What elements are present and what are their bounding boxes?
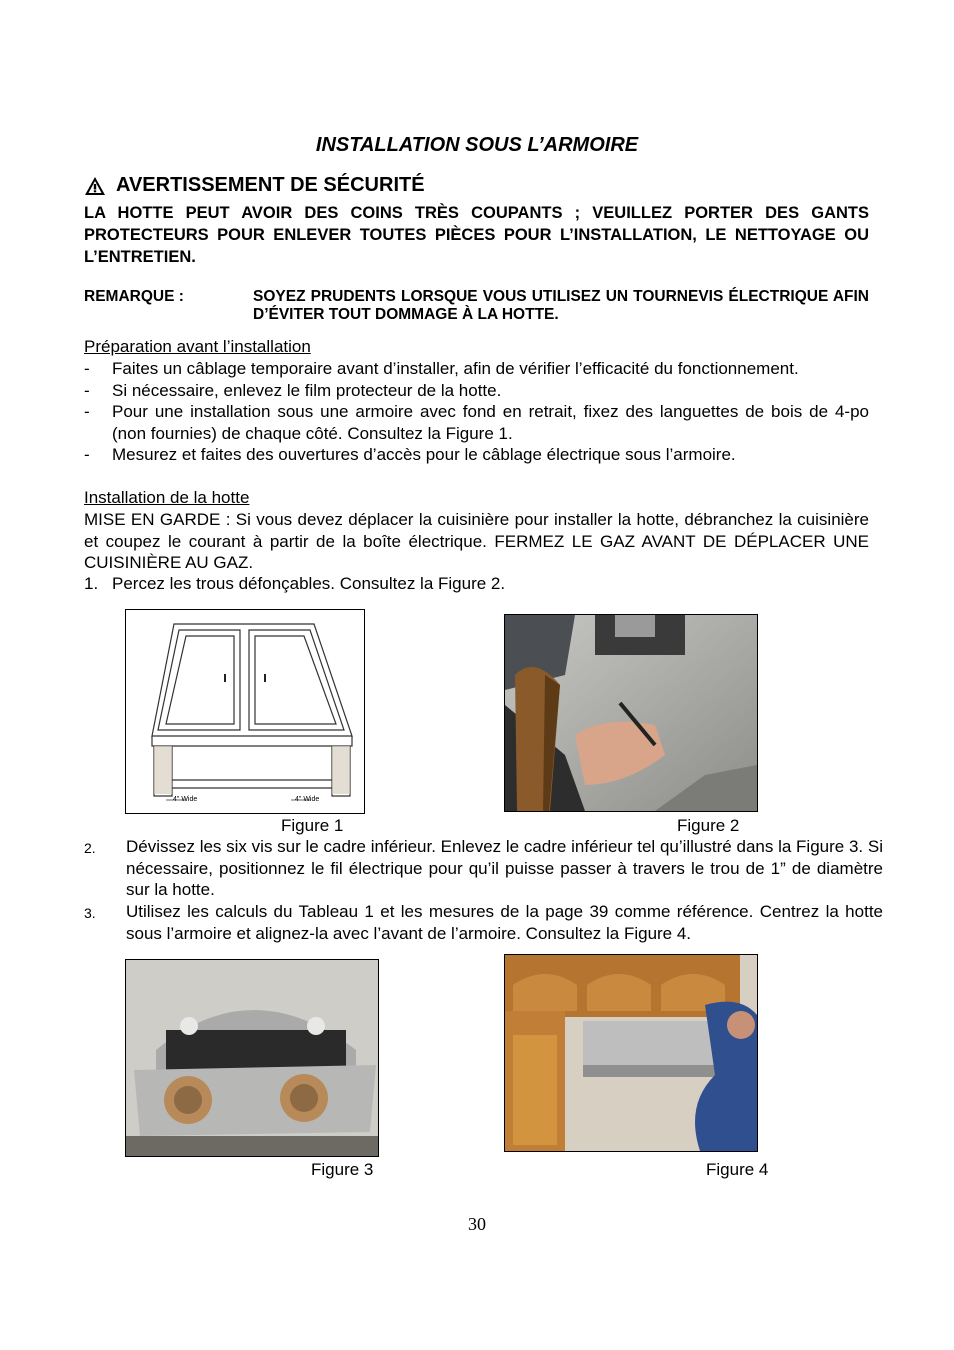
warning-heading-text: AVERTISSEMENT DE SÉCURITÉ [116,174,425,196]
figure-1-caption: Figure 1 [281,816,344,835]
prep-list [84,358,869,466]
bullet-dash: - [84,445,90,464]
list-item [84,444,869,466]
figure-4-caption: Figure 4 [706,1160,769,1179]
figure-3-caption: Figure 3 [311,1160,374,1179]
step-3-text: Utilisez les calculs du Tableau 1 et les mesures de la page 39 comme référence. Centrez la hotte sous l’armoire et alignez-la avec l’avant de l’armoire. Consultez la Figure 4. [126,902,883,943]
step-list-1 [84,573,869,595]
bullet-dash: - [84,402,90,421]
warning-heading [84,174,425,197]
list-item-text: Faites un câblage temporaire avant d’installer, afin de vérifier l’efficacité du fonctionnement. [112,359,799,378]
step-number: 3. [84,905,96,921]
bullet-dash: - [84,380,90,400]
figure-2-image [504,614,758,812]
photo-hammer [505,615,757,811]
cabinet-drawing [126,610,364,813]
warning-icon [84,176,106,196]
figure-2-caption: Figure 2 [677,816,740,835]
photo-hood-frame [126,960,378,1156]
step-number: 1. [84,574,99,593]
install-heading: Installation de la hotte [84,488,250,507]
list-item [84,401,869,444]
list-item-text: Pour une installation sous une armoire avec fond en retrait, fixez des languettes de bois de 4-po (non fournies) de chaque côté. Consultez la Figure 1. [112,402,869,443]
note-text: SOYEZ PRUDENTS LORSQUE VOUS UTILISEZ UN TOURNEVIS ÉLECTRIQUE AFIN D’ÉVITER TOUT DOMMAGE À LA HOTTE. [253,288,869,323]
list-item [84,358,869,380]
page-number: 30 [468,1214,486,1234]
fig1-label-right: 4" Wide [295,796,320,803]
figure-3-image [125,959,379,1157]
photo-hood-cabinet [505,955,757,1151]
figure-4-image [504,954,758,1152]
list-item-text: Percez les trous défonçables. Consultez la Figure 2. [112,574,506,593]
warning-body: LA HOTTE PEUT AVOIR DES COINS TRÈS COUPANTS ; VEUILLEZ PORTER DES GANTS PROTECTEURS POUR ENLEVER TOUTES PIÈCES POUR L’INSTALLATION, LE NETTOYAGE OU L’ENTRETIEN. [84,204,869,266]
list-item [84,573,869,595]
list-item [84,380,869,402]
fig1-label-left: 4" Wide [173,796,198,803]
figure-1-image [125,609,365,814]
caution-text: MISE EN GARDE : Si vous devez déplacer la cuisinière pour installer la hotte, débranchez la cuisinière et coupez le courant à partir de la boîte électrique. FERMEZ LE GAZ AVANT DE DÉPLACER UNE CUISINIÈRE AU GAZ. [84,510,869,572]
list-item-text: Mesurez et faites des ouvertures d’accès pour le câblage électrique sous l’armoire. [112,445,736,464]
note-label: REMARQUE : [84,288,184,305]
bullet-dash: - [84,359,90,378]
list-item-text: Si nécessaire, enlevez le film protecteur de la hotte. [112,380,502,400]
step-2-text: Dévissez les six vis sur le cadre inférieur. Enlevez le cadre inférieur tel qu’illustré dans la Figure 3. Si nécessaire, positionnez le fil électrique pour qu’il puisse passer à travers le trou de 1” de diamètre sur la hotte. [126,837,883,899]
page-title: INSTALLATION SOUS L’ARMOIRE [315,134,639,156]
prep-heading: Préparation avant l’installation [84,337,311,356]
step-number: 2. [84,840,96,856]
